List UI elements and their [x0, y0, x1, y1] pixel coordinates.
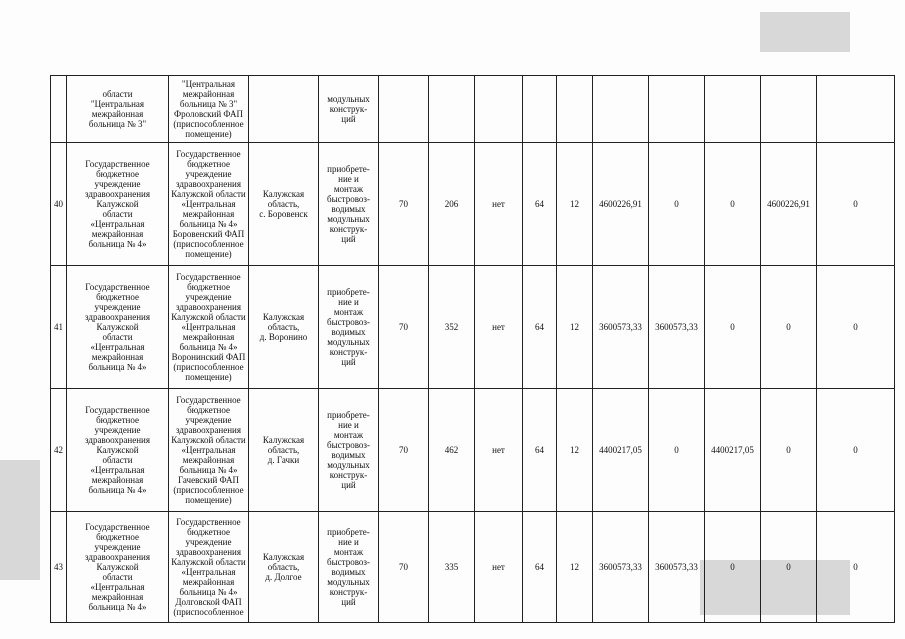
- value-cell: 4600226,91: [761, 143, 817, 266]
- value-cell: [379, 76, 429, 143]
- value-cell: [761, 76, 817, 143]
- object-cell: Государственное бюджетное учреждение здравоохранения Калужской области «Центральная межрайонная больница № 4» Гачевский ФАП (приспособленное помещение): [169, 389, 249, 512]
- value-cell: нет: [475, 266, 523, 389]
- row-number: [51, 76, 67, 143]
- value-cell: [557, 76, 593, 143]
- table-row: [51, 266, 895, 389]
- location-cell: Калужская область, с. Боровенск: [249, 143, 319, 266]
- value-cell: 3600573,33: [593, 266, 649, 389]
- value-cell: 0: [705, 266, 761, 389]
- value-cell: 0: [817, 266, 895, 389]
- row-number: 40: [51, 143, 67, 266]
- work-type-cell: приобрете- ние и монтаж быстровоз- водимых модульных конструк- ций: [319, 389, 379, 512]
- object-cell: Государственное бюджетное учреждение здравоохранения Калужской области «Центральная межрайонная больница № 4» Воронинский ФАП (приспособленное помещение): [169, 266, 249, 389]
- value-cell: 462: [429, 389, 475, 512]
- value-cell: 0: [761, 266, 817, 389]
- value-cell: [817, 76, 895, 143]
- table-row: [51, 76, 895, 143]
- scan-noise: [0, 460, 40, 580]
- organization-cell: Государственное бюджетное учреждение здравоохранения Калужской области «Центральная межрайонная больница № 4»: [67, 389, 169, 512]
- value-cell: 0: [817, 389, 895, 512]
- location-cell: Калужская область, д. Гачки: [249, 389, 319, 512]
- work-type-cell: модульных конструк- ций: [319, 76, 379, 143]
- table-row: [51, 389, 895, 512]
- value-cell: 12: [557, 389, 593, 512]
- value-cell: [593, 76, 649, 143]
- object-cell: "Центральная межрайонная больница № 3" Фроловский ФАП (приспособленное помещение): [169, 76, 249, 143]
- value-cell: 70: [379, 143, 429, 266]
- row-number: 43: [51, 512, 67, 623]
- value-cell: [705, 76, 761, 143]
- value-cell: 70: [379, 512, 429, 623]
- value-cell: 0: [705, 143, 761, 266]
- value-cell: 0: [817, 512, 895, 623]
- value-cell: нет: [475, 512, 523, 623]
- value-cell: 0: [649, 143, 705, 266]
- value-cell: 4400217,05: [593, 389, 649, 512]
- value-cell: 0: [761, 389, 817, 512]
- object-cell: Государственное бюджетное учреждение здравоохранения Калужской области «Центральная межрайонная больница № 4» Долговской ФАП (приспособленное: [169, 512, 249, 623]
- value-cell: 70: [379, 389, 429, 512]
- value-cell: 206: [429, 143, 475, 266]
- scan-noise: [760, 12, 850, 52]
- value-cell: [649, 76, 705, 143]
- location-cell: Калужская область, д. Долгое: [249, 512, 319, 623]
- value-cell: 12: [557, 143, 593, 266]
- row-number: 41: [51, 266, 67, 389]
- value-cell: 3600573,33: [649, 512, 705, 623]
- value-cell: 64: [523, 389, 557, 512]
- value-cell: [429, 76, 475, 143]
- value-cell: 0: [817, 143, 895, 266]
- value-cell: 12: [557, 266, 593, 389]
- value-cell: 0: [761, 512, 817, 623]
- value-cell: 0: [705, 512, 761, 623]
- organization-cell: области "Центральная межрайонная больница № 3": [67, 76, 169, 143]
- value-cell: 64: [523, 512, 557, 623]
- value-cell: 4400217,05: [705, 389, 761, 512]
- value-cell: 352: [429, 266, 475, 389]
- table-row: [51, 512, 895, 623]
- work-type-cell: приобрете- ние и монтаж быстровоз- водимых модульных конструк- ций: [319, 512, 379, 623]
- value-cell: 4600226,91: [593, 143, 649, 266]
- row-number: 42: [51, 389, 67, 512]
- value-cell: 335: [429, 512, 475, 623]
- value-cell: 3600573,33: [649, 266, 705, 389]
- work-type-cell: приобрете- ние и монтаж быстровоз- водимых модульных конструк- ций: [319, 143, 379, 266]
- object-cell: Государственное бюджетное учреждение здравоохранения Калужской области «Центральная межрайонная больница № 4» Боровенский ФАП (приспособленное помещение): [169, 143, 249, 266]
- organization-cell: Государственное бюджетное учреждение здравоохранения Калужской области «Центральная межрайонная больница № 4»: [67, 143, 169, 266]
- value-cell: нет: [475, 143, 523, 266]
- facility-table: [50, 75, 895, 623]
- location-cell: Калужская область, д. Воронино: [249, 266, 319, 389]
- value-cell: [475, 76, 523, 143]
- location-cell: [249, 76, 319, 143]
- table-row: [51, 143, 895, 266]
- value-cell: 64: [523, 143, 557, 266]
- organization-cell: Государственное бюджетное учреждение здравоохранения Калужской области «Центральная межрайонная больница № 4»: [67, 266, 169, 389]
- value-cell: 64: [523, 266, 557, 389]
- value-cell: 3600573,33: [593, 512, 649, 623]
- value-cell: нет: [475, 389, 523, 512]
- value-cell: 70: [379, 266, 429, 389]
- organization-cell: Государственное бюджетное учреждение здравоохранения Калужской области «Центральная межрайонная больница № 4»: [67, 512, 169, 623]
- value-cell: 12: [557, 512, 593, 623]
- value-cell: [523, 76, 557, 143]
- value-cell: 0: [649, 389, 705, 512]
- work-type-cell: приобрете- ние и монтаж быстровоз- водимых модульных конструк- ций: [319, 266, 379, 389]
